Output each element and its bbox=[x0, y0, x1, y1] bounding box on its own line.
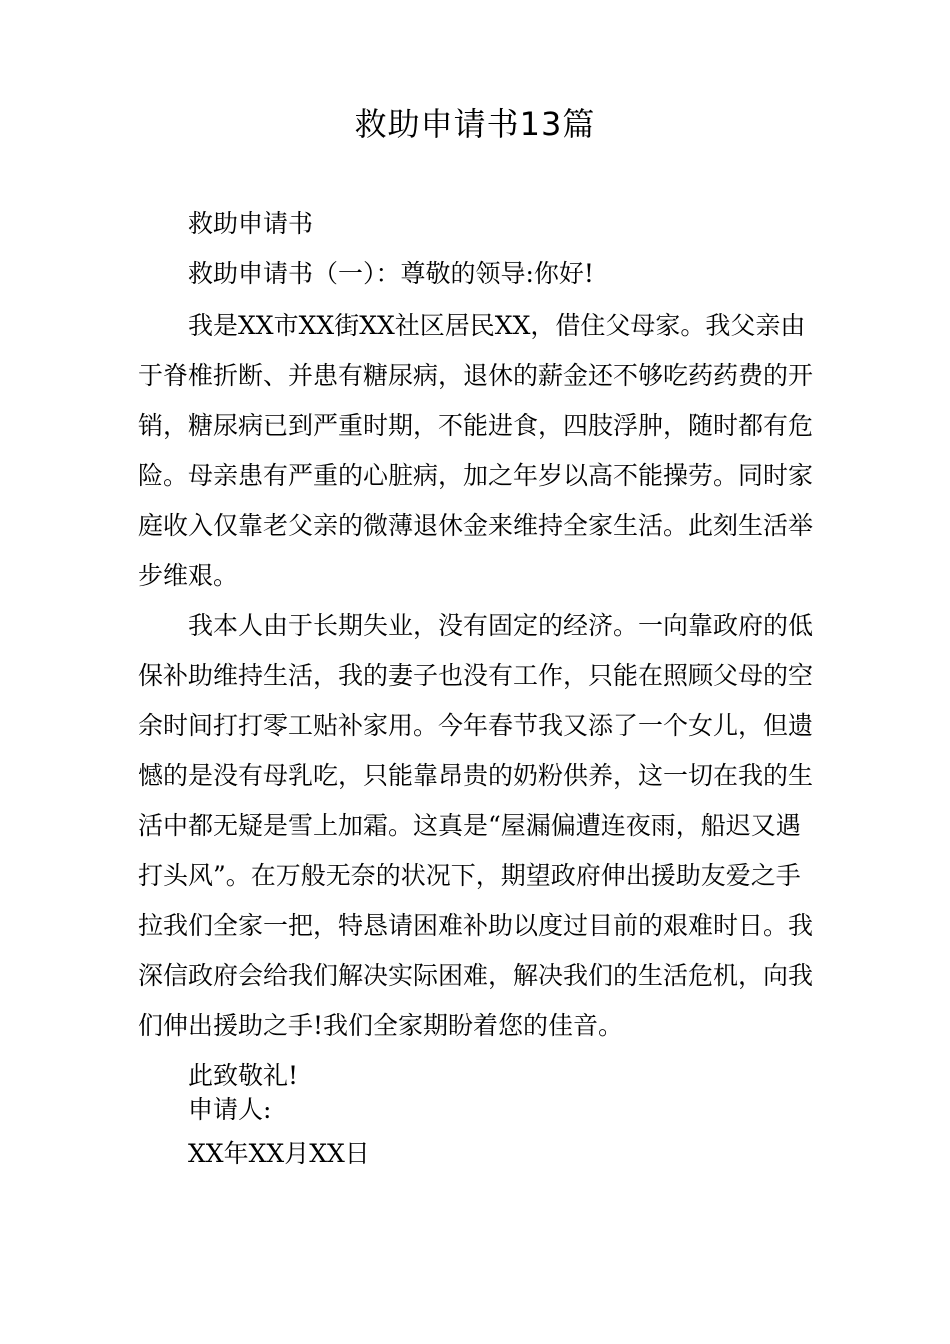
document-title: 救助申请书13篇 bbox=[354, 105, 596, 143]
paragraph-1-line-6: 步维艰。 bbox=[138, 561, 239, 590]
section-heading: 救助申请书 bbox=[188, 209, 314, 238]
salutation-line: 救助申请书（一）：尊敬的领导:你好! bbox=[188, 259, 594, 288]
paragraph-2-line-4: 憾的是没有母乳吃，只能靠昂贵的奶粉供养，这一切在我的生 bbox=[138, 761, 814, 790]
paragraph-2-line-9: 们伸出援助之手!我们全家期盼着您的佳音。 bbox=[138, 1011, 624, 1040]
paragraph-2-line-7: 拉我们全家一把，特恳请困难补助以度过目前的艰难时日。我 bbox=[138, 911, 814, 940]
paragraph-2-line-2: 保补助维持生活，我的妻子也没有工作，只能在照顾父母的空 bbox=[138, 661, 814, 690]
applicant-label: 申请人: bbox=[188, 1095, 272, 1124]
paragraph-1-line-2: 于脊椎折断、并患有糖尿病，退休的薪金还不够吃药药费的开 bbox=[138, 361, 814, 390]
paragraph-2-line-6: 打头风”。在万般无奈的状况下，期望政府伸出援助友爱之手 bbox=[138, 861, 801, 890]
paragraph-2-line-8: 深信政府会给我们解决实际困难，解决我们的生活危机，向我 bbox=[138, 961, 814, 990]
paragraph-1-line-1: 我是XX市XX街XX社区居民XX，借住父母家。我父亲由 bbox=[188, 311, 806, 340]
paragraph-1-line-3: 销，糖尿病已到严重时期，不能进食，四肢浮肿，随时都有危 bbox=[138, 411, 814, 440]
paragraph-1-line-5: 庭收入仅靠老父亲的微薄退休金来维持全家生活。此刻生活举 bbox=[138, 511, 814, 540]
paragraph-2-line-3: 余时间打打零工贴补家用。今年春节我又添了一个女儿，但遗 bbox=[138, 711, 814, 740]
paragraph-2-line-5: 活中都无疑是雪上加霜。这真是“屋漏偏遭连夜雨，船迟又遇 bbox=[138, 811, 801, 840]
paragraph-2-line-1: 我本人由于长期失业，没有固定的经济。一向靠政府的低 bbox=[188, 611, 814, 640]
date-line: XX年XX月XX日 bbox=[188, 1139, 370, 1168]
paragraph-1-line-4: 险。母亲患有严重的心脏病，加之年岁以高不能操劳。同时家 bbox=[138, 461, 814, 490]
closing-line: 此致敬礼! bbox=[188, 1061, 299, 1090]
